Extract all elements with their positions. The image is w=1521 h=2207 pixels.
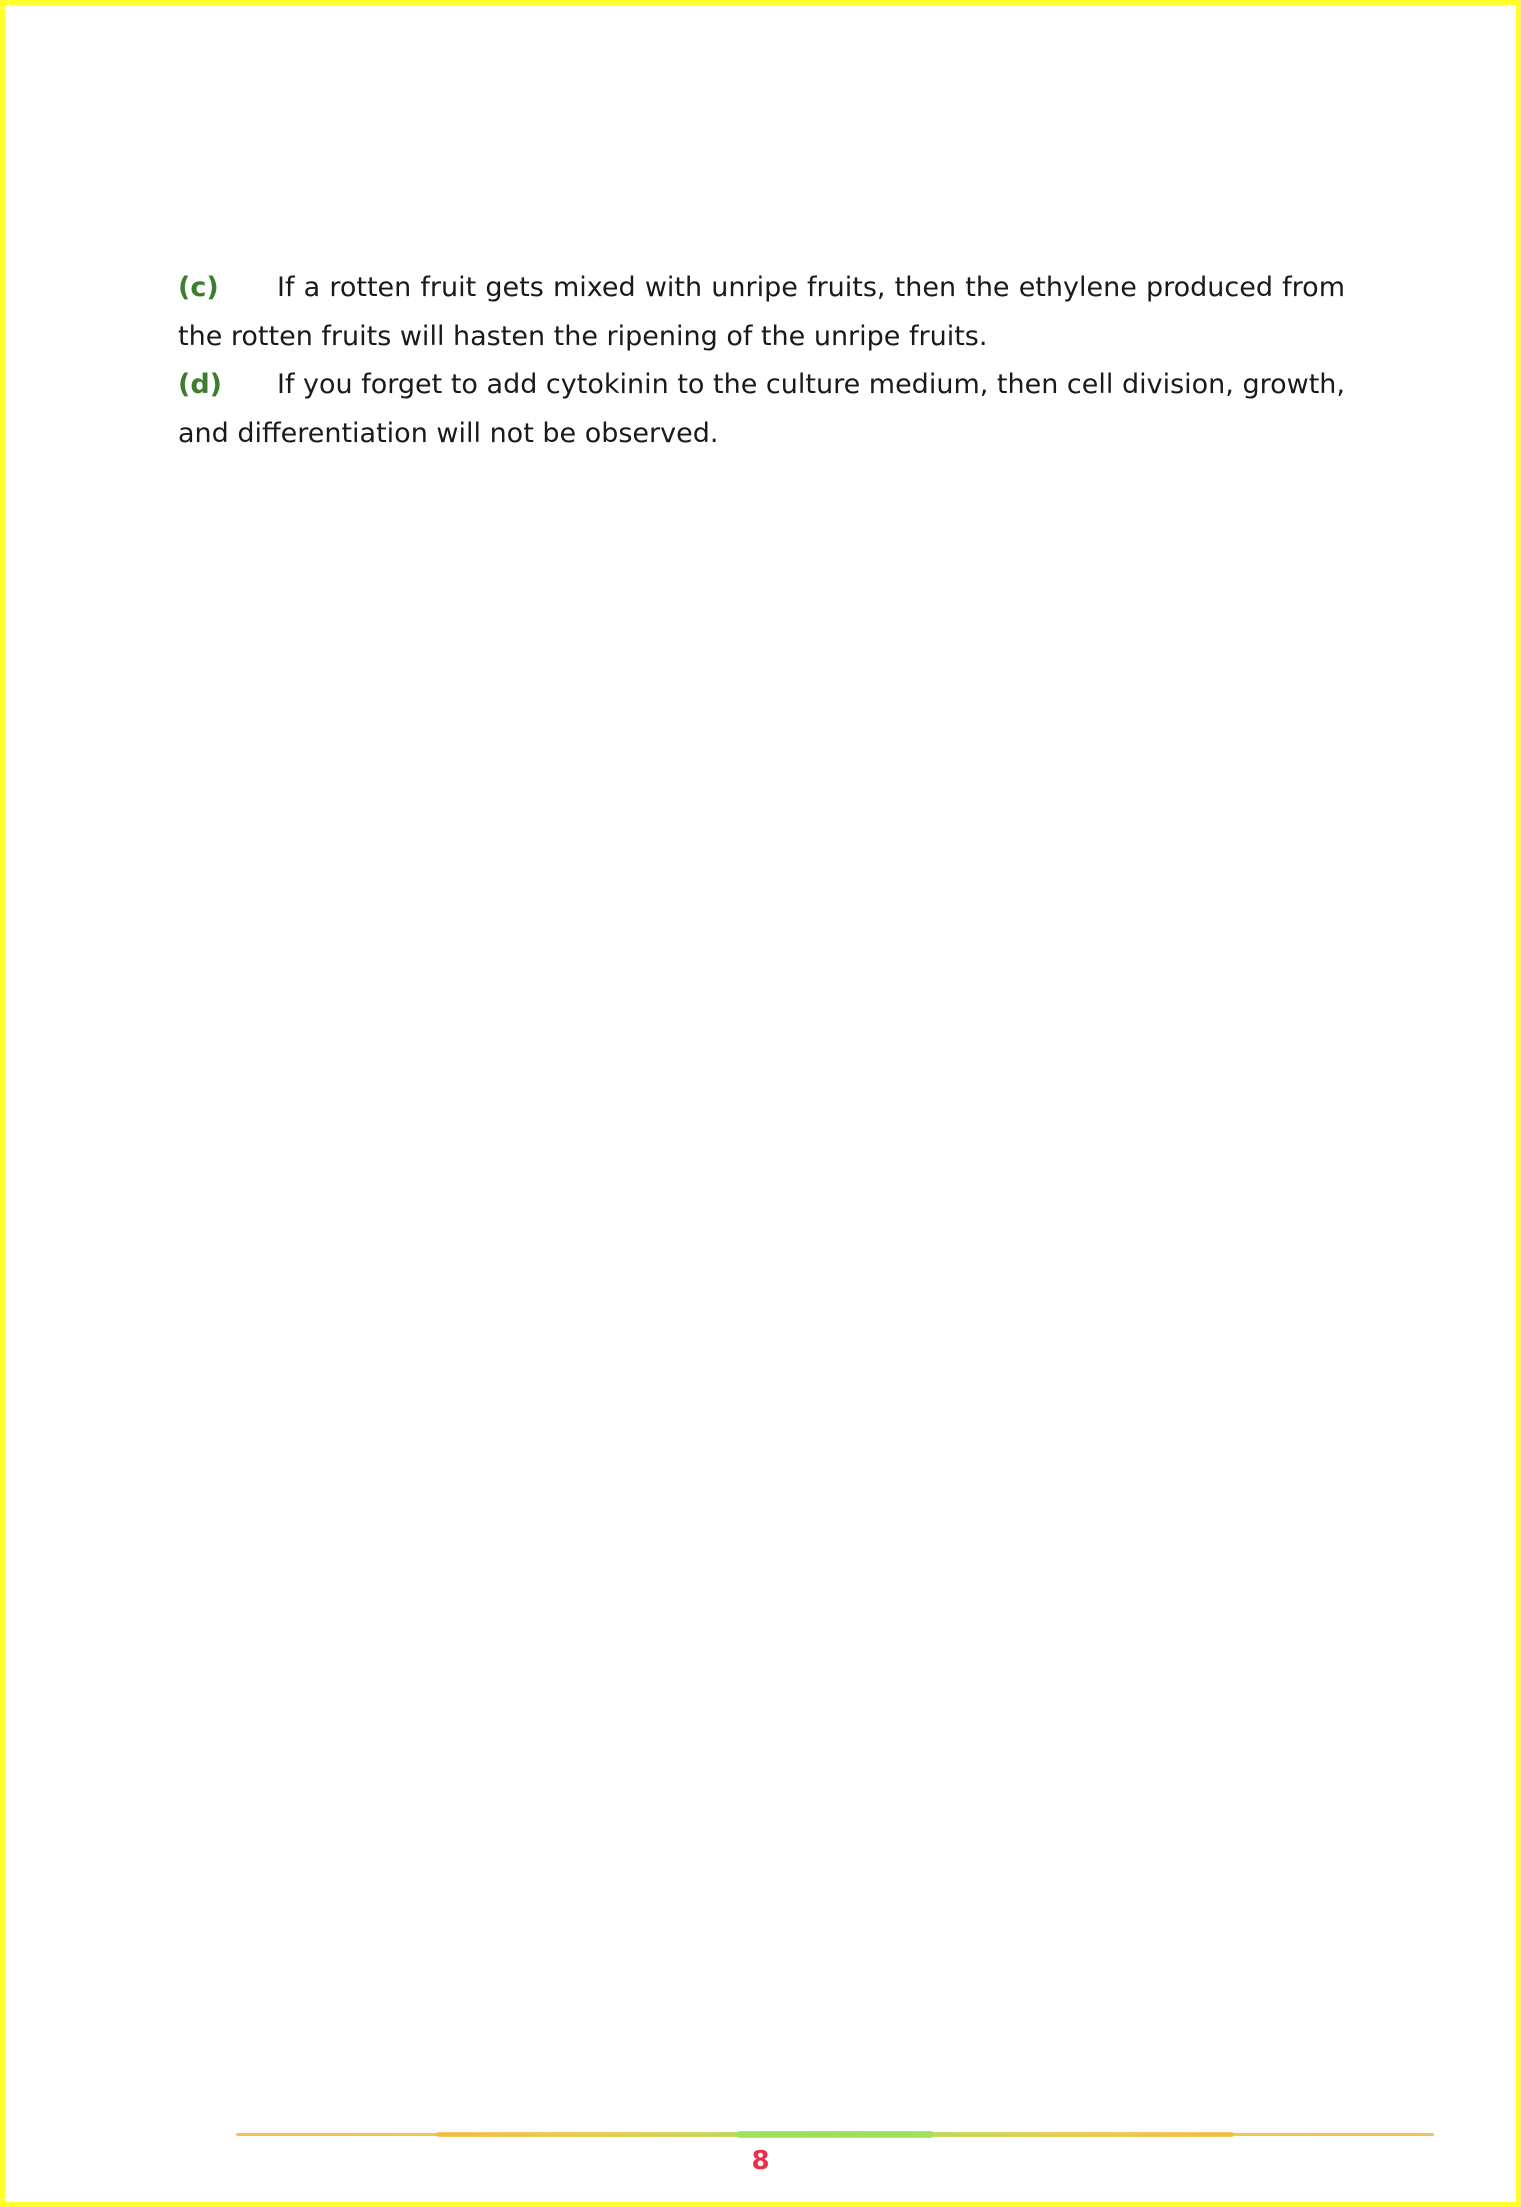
answer-list — [178, 264, 1345, 458]
item-text: If you forget to add cytokinin to the culture medium, then cell division, growth, and differentiation will not be observed. — [178, 369, 1345, 449]
footer-rule — [236, 2131, 1434, 2138]
item-text: If a rotten fruit gets mixed with unripe fruits, then the ethylene produced from the rotten fruits will hasten the ripening of the unripe fruits. — [178, 272, 1345, 352]
page-number: 8 — [751, 2146, 770, 2176]
answer-item-d — [178, 361, 1345, 458]
item-label: (c) — [178, 272, 219, 303]
answer-item-c — [178, 264, 1345, 361]
item-label: (d) — [178, 369, 223, 400]
